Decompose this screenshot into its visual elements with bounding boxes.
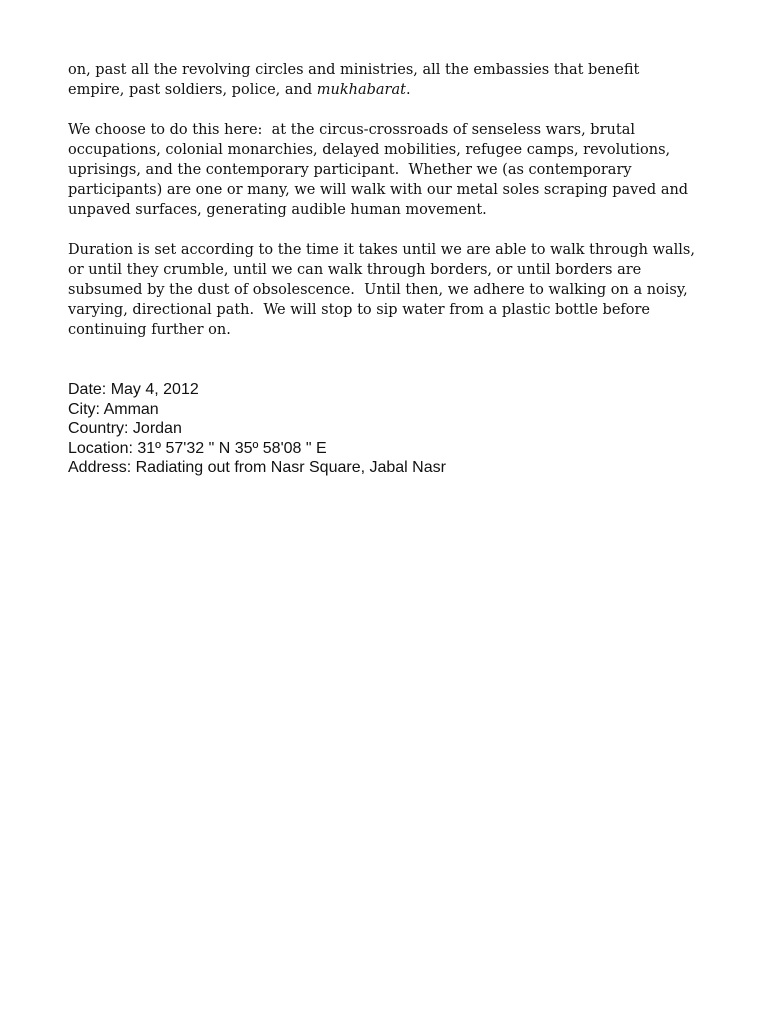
- paragraph-2-line-2: occupations, colonial monarchies, delayed mobilities, refugee camps, revolutions,: [68, 142, 671, 158]
- paragraph-2: [68, 120, 708, 220]
- paragraph-1-line-2-prefix: empire, past soldiers, police, and: [68, 82, 317, 98]
- city-line: City: Amman: [68, 400, 159, 418]
- paragraph-3: [68, 240, 708, 340]
- event-details: [68, 380, 708, 478]
- paragraph-1: [68, 60, 708, 100]
- paragraph-2-line-1: We choose to do this here: at the circus-crossroads of senseless wars, brutal: [68, 122, 635, 138]
- paragraph-1-line-2-suffix: .: [405, 82, 411, 98]
- paragraph-2-line-4: participants) are one or many, we will walk with our metal soles scraping paved and: [68, 182, 689, 198]
- paragraph-3-line-3: subsumed by the dust of obsolescence. Until then, we adhere to walking on a noisy,: [68, 282, 688, 298]
- paragraph-2-line-5: unpaved surfaces, generating audible human movement.: [68, 202, 487, 218]
- location-line: Location: 31º 57'32 " N 35º 58'08 " E: [68, 439, 327, 457]
- paragraph-3-line-4: varying, directional path. We will stop to sip water from a plastic bottle before: [68, 302, 651, 318]
- paragraph-1-line-2: [68, 80, 708, 100]
- address-line: Address: Radiating out from Nasr Square, Jabal Nasr: [68, 459, 446, 477]
- date-line: Date: May 4, 2012: [68, 381, 199, 398]
- paragraph-2-line-3: uprisings, and the contemporary participant. Whether we (as contemporary: [68, 162, 632, 178]
- paragraph-3-line-1: Duration is set according to the time it takes until we are able to walk through walls,: [68, 242, 695, 258]
- paragraph-3-line-2: or until they crumble, until we can walk through borders, or until borders are: [68, 262, 642, 278]
- body-text: [68, 60, 708, 360]
- paragraph-3-line-5: continuing further on.: [68, 322, 231, 338]
- paragraph-1-line-1: on, past all the revolving circles and ministries, all the embassies that benefit: [68, 62, 640, 78]
- mukhabarat-term: mukhabarat: [316, 82, 406, 98]
- country-line: Country: Jordan: [68, 420, 182, 438]
